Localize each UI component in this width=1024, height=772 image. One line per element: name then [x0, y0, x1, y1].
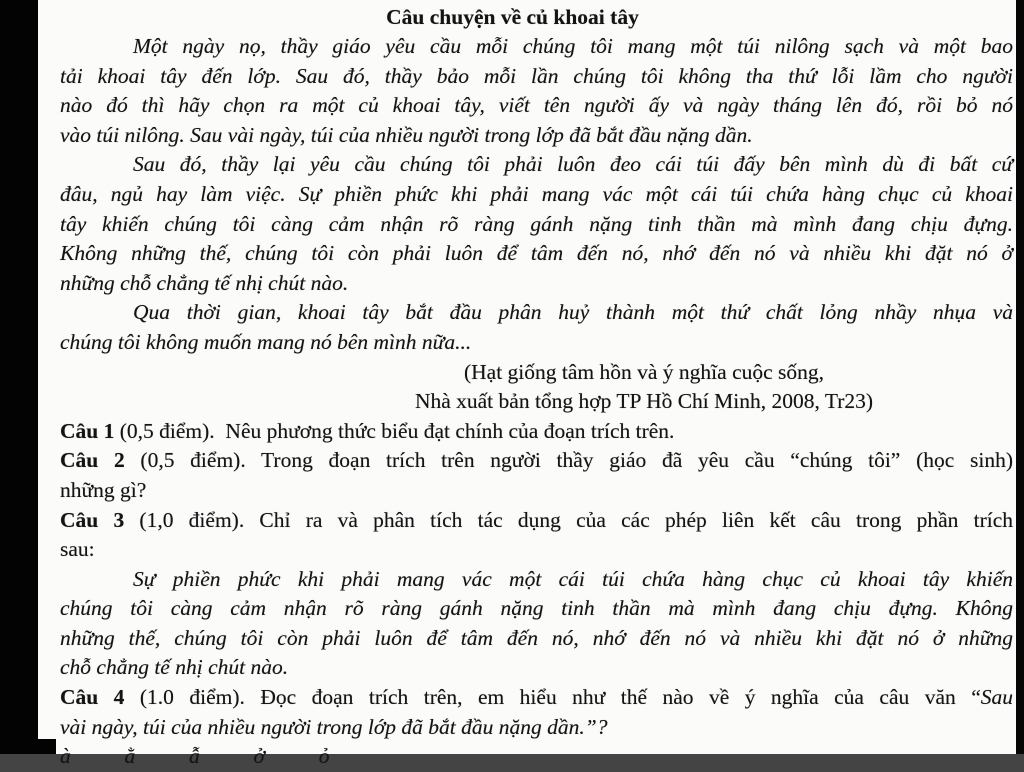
- line-italic: Sau đó, thầy lại yêu cầu chúng tôi phải luôn đeo cái túi đấy bên mình dù đi bất cứ: [133, 152, 1013, 177]
- line-text: (0,5 điểm). Nêu phương thức biểu đạt chính của đoạn trích trên.: [114, 418, 675, 443]
- line-text: Nhà xuất bản tổng hợp TP Hồ Chí Minh, 2008, Tr23): [414, 389, 874, 414]
- question-label: Câu 4: [60, 685, 125, 710]
- line-italic: những thế, chúng tôi còn phải luôn để tâm đến nó, nhớ đến nó và nhiều khi đặt nó ở những: [60, 625, 1013, 650]
- text-line: [60, 269, 1013, 299]
- text-line: [60, 239, 1013, 269]
- excerpt-line: [60, 653, 1013, 683]
- line-italic: đâu, ngủ hay làm việc. Sự phiền phức khi phải mang vác một cái túi chứa hàng chục củ khoai: [60, 181, 1013, 206]
- text-line: [60, 328, 1013, 358]
- line-italic: nào đó thì hãy chọn ra một củ khoai tây, viết tên người ấy và ngày tháng lên đó, rồi bỏ nó: [60, 93, 1013, 118]
- photo-border-left: [0, 0, 38, 754]
- question-line: [60, 506, 1013, 536]
- question-line: [60, 535, 1013, 565]
- line-italic: vài ngày, túi của nhiều người trong lớp đã bắt đầu nặng dần.”?: [60, 714, 608, 739]
- line-italic: Một ngày nọ, thầy giáo yêu cầu mỗi chúng tôi mang một túi nilông sạch và một bao: [133, 34, 1013, 58]
- line-italic: à ằ ẫ ở ỏ: [60, 744, 330, 769]
- question-label: Câu 3: [60, 507, 125, 532]
- line-italic: những chỗ chẳng tế nhị chút nào.: [60, 270, 349, 295]
- excerpt-line: [60, 624, 1013, 654]
- line-italic: Sự phiền phức khi phải mang vác một cái túi chứa hàng chục củ khoai tây khiến: [133, 566, 1013, 591]
- excerpt-line: [60, 594, 1013, 624]
- question-line: [60, 476, 1013, 506]
- line-italic: tải khoai tây đến lớp. Sau đó, thầy bảo mỗi lần chúng tôi không tha thứ lỗi lầm cho người: [60, 63, 1013, 88]
- text-line: [60, 62, 1013, 92]
- line-text: (1,0 điểm). Chỉ ra và phân tích tác dụng của các phép liên kết câu trong phần trích: [124, 507, 1013, 532]
- question-line: [60, 683, 1013, 713]
- document-title: Câu chuyện về củ khoai tây: [386, 5, 639, 29]
- text-line: [60, 91, 1013, 121]
- text-line: [60, 32, 1013, 62]
- photo-border-right: [1016, 0, 1024, 754]
- question-label: Câu 2: [60, 448, 125, 473]
- line-italic: chỗ chẳng tế nhị chút nào.: [60, 655, 289, 680]
- line-italic: chúng tôi càng cảm nhận rõ ràng gánh nặng tinh thần mà mình đang chịu đựng. Không: [60, 596, 1013, 621]
- line-text: (1.0 điểm). Đọc đoạn trích trên, em hiểu như thế nào về ý nghĩa của câu văn “: [124, 685, 981, 710]
- line-italic: Qua thời gian, khoai tây bắt đầu phân huỷ thành một thứ chất lỏng nhầy nhụa và: [133, 300, 1013, 325]
- text-line: [60, 150, 1013, 180]
- line-italic: Không những thế, chúng tôi còn phải luôn để tâm đến nó, nhớ đến nó và nhiều khi đặt nó ở: [60, 241, 1013, 266]
- line-text: (Hạt giống tâm hồn và ý nghĩa cuộc sống,: [463, 359, 825, 384]
- text-line: [60, 121, 1013, 151]
- line-text: sau:: [60, 537, 95, 562]
- line-text: (0,5 điểm). Trong đoạn trích trên người thầy giáo đã yêu cầu “chúng tôi” (học sinh): [124, 448, 1013, 473]
- source-citation-line: [60, 387, 1013, 417]
- question-line: [60, 417, 1013, 447]
- document-content: [60, 0, 1013, 772]
- text-line: [60, 180, 1013, 210]
- source-citation-line: [60, 358, 1013, 388]
- excerpt-line: [60, 565, 1013, 595]
- text-line: [60, 298, 1013, 328]
- line-text: những gì?: [60, 477, 147, 502]
- line-italic: Sau: [980, 685, 1013, 710]
- cutoff-line: [60, 742, 1013, 772]
- question-label: Câu 1: [60, 418, 115, 443]
- question-line: [60, 446, 1013, 476]
- text-line: [60, 210, 1013, 240]
- line-italic: tây khiến chúng tôi càng cảm nhận rõ ràng gánh nặng tinh thần mà mình đang chịu đựng.: [60, 211, 1013, 236]
- line-italic: chúng tôi không muốn mang nó bên mình nữa...: [60, 329, 472, 354]
- line-italic: vào túi nilông. Sau vài ngày, túi của nhiều người trong lớp đã bắt đầu nặng dần.: [60, 122, 753, 147]
- question-line: [60, 713, 1013, 743]
- photo-border-corner: [0, 739, 56, 754]
